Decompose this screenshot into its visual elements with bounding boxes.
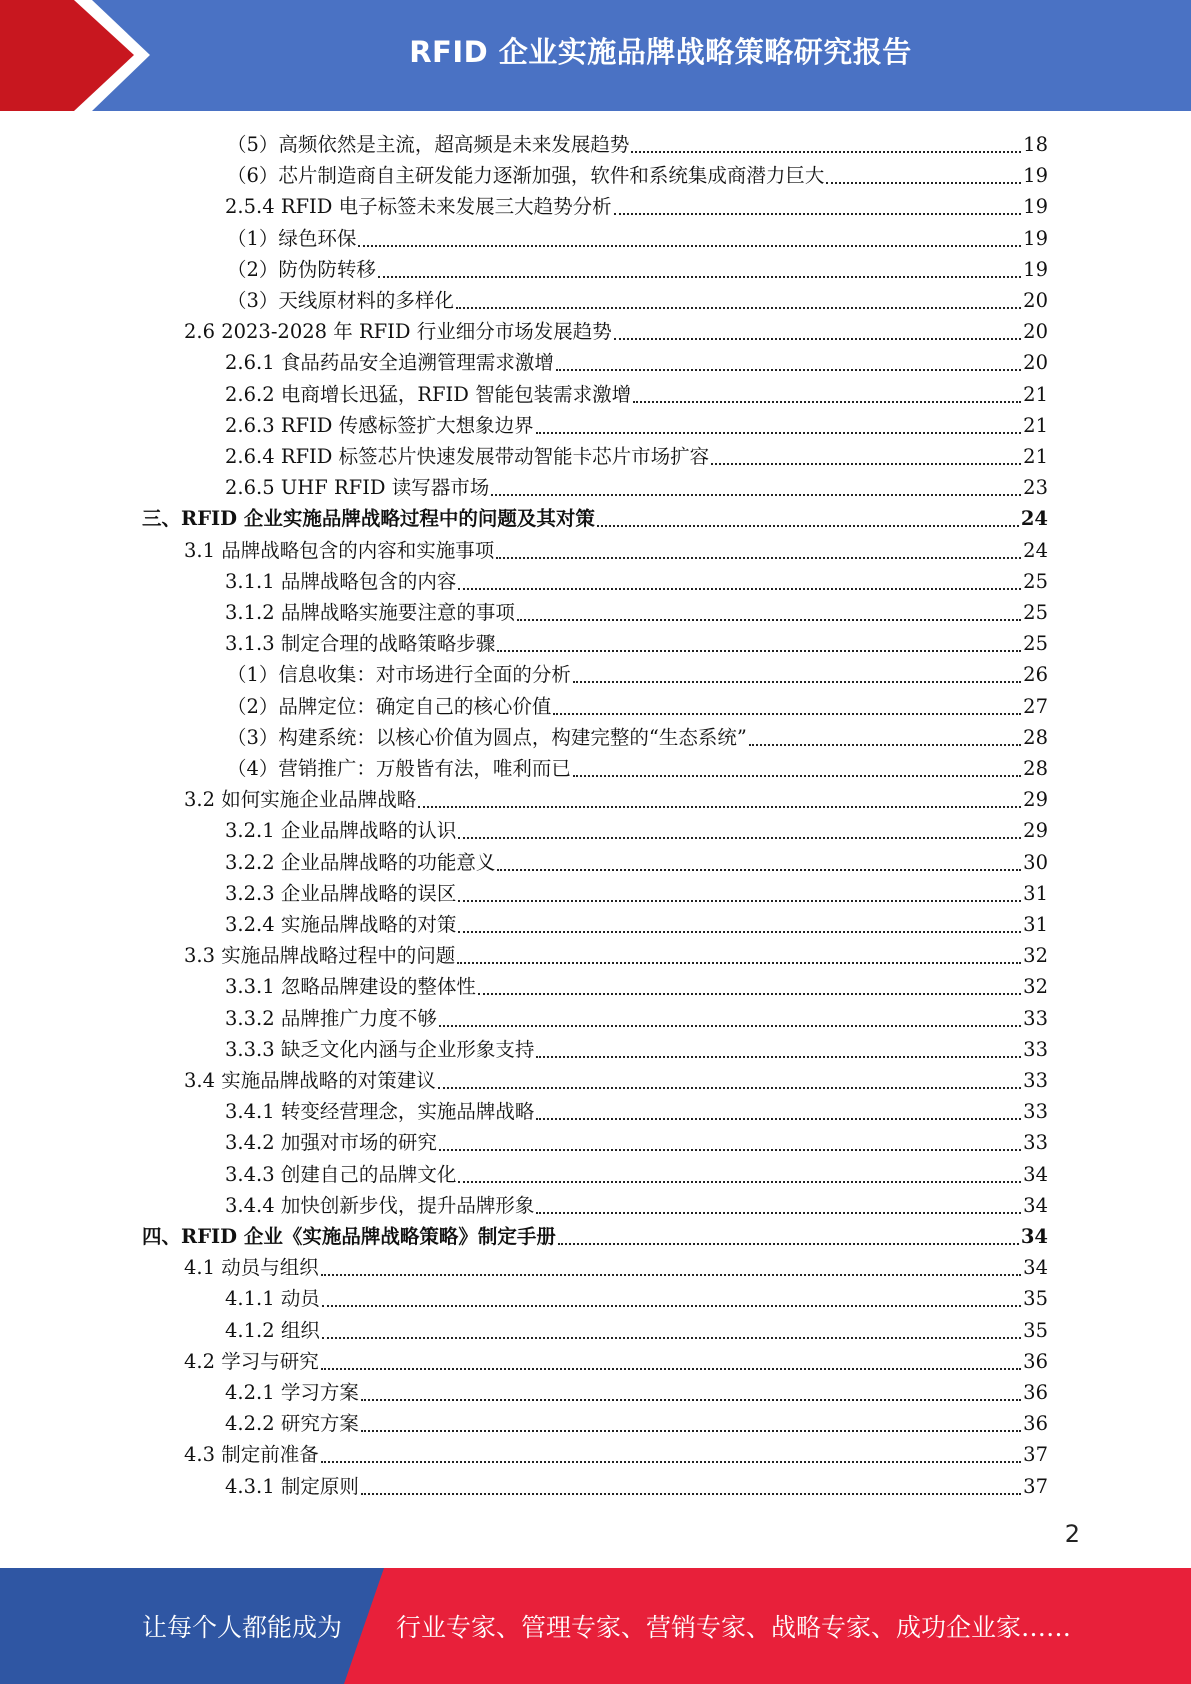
toc-dot-leader (597, 524, 1019, 527)
toc-dot-leader (361, 1398, 1021, 1401)
toc-dot-leader (573, 680, 1021, 683)
toc-entry-page: 36 (1023, 1412, 1048, 1436)
toc-entry[interactable] (225, 439, 1048, 470)
toc-dot-leader (478, 992, 1021, 995)
toc-entry[interactable] (225, 1125, 1048, 1156)
toc-entry[interactable] (225, 564, 1048, 595)
toc-dot-leader (439, 1148, 1021, 1151)
toc-entry-page: 21 (1023, 382, 1048, 406)
toc-entry-page: 31 (1023, 881, 1048, 905)
toc-entry-title: （5）高频依然是主流，超高频是未来发展趋势 (227, 133, 630, 156)
toc-entry[interactable] (225, 1188, 1048, 1219)
toc-entry-title: （3）天线原材料的多样化 (227, 289, 454, 312)
toc-dot-leader (321, 1460, 1021, 1463)
toc-entry-title: （1）绿色环保 (227, 226, 357, 250)
toc-entry[interactable] (227, 720, 1048, 751)
toc-entry-page: 23 (1023, 476, 1048, 500)
toc-entry-title: 4.1 动员与组织 (184, 1256, 319, 1280)
toc-entry[interactable] (227, 657, 1048, 688)
toc-entry[interactable] (227, 252, 1048, 283)
toc-dot-leader (458, 836, 1021, 839)
toc-entry-page: 27 (1023, 694, 1048, 718)
toc-entry-title: 3.4.2 加强对市场的研究 (225, 1131, 437, 1155)
toc-entry[interactable] (225, 408, 1048, 439)
toc-entry[interactable] (225, 845, 1048, 876)
toc-entry-title: 4.1.1 动员 (225, 1287, 320, 1311)
toc-dot-leader (573, 774, 1021, 777)
toc-dot-leader (458, 930, 1021, 933)
toc-entry-page: 33 (1023, 1069, 1048, 1092)
toc-entry[interactable] (227, 283, 1048, 314)
toc-entry[interactable] (225, 1469, 1048, 1500)
toc-entry-page: 33 (1023, 1131, 1048, 1155)
toc-entry-title: （2）品牌定位：确定自己的核心价值 (227, 694, 552, 718)
toc-entry[interactable] (225, 1157, 1048, 1188)
toc-entry[interactable] (184, 782, 1048, 813)
toc-dot-leader (633, 400, 1021, 403)
toc-entry[interactable] (184, 938, 1048, 969)
toc-entry-page: 33 (1023, 1006, 1048, 1030)
toc-entry-page: 29 (1023, 819, 1048, 843)
toc-dot-leader (458, 899, 1021, 902)
toc-entry[interactable] (142, 501, 1048, 532)
toc-entry[interactable] (184, 533, 1048, 564)
toc-dot-leader (536, 1211, 1021, 1214)
toc-entry-page: 34 (1023, 1162, 1048, 1186)
toc-dot-leader (361, 1492, 1021, 1495)
toc-entry-title: 4.2.1 学习方案 (225, 1381, 359, 1404)
toc-dot-leader (536, 1055, 1021, 1058)
toc-dot-leader (711, 462, 1021, 465)
toc-entry-title: 3.2.3 企业品牌战略的误区 (225, 881, 457, 905)
toc-entry-title: 4.2.2 研究方案 (225, 1412, 359, 1436)
toc-entry-page: 21 (1023, 413, 1048, 437)
toc-entry-page: 29 (1023, 788, 1048, 812)
toc-dot-leader (517, 618, 1021, 621)
toc-entry-title: 3.3.2 品牌推广力度不够 (225, 1006, 437, 1030)
toc-entry[interactable] (227, 221, 1048, 252)
toc-entry-page: 19 (1023, 257, 1048, 281)
toc-entry[interactable] (227, 127, 1048, 158)
toc-entry-title: 3.1.3 制定合理的战略策略步骤 (225, 632, 496, 656)
toc-entry-page: 36 (1023, 1381, 1048, 1404)
toc-entry-page: 36 (1023, 1349, 1048, 1373)
toc-entry-page: 28 (1023, 725, 1048, 749)
toc-entry-page: 33 (1023, 1100, 1048, 1124)
toc-entry-page: 19 (1023, 195, 1048, 219)
toc-dot-leader (497, 868, 1021, 871)
toc-entry-title: 3.2.2 企业品牌战略的功能意义 (225, 850, 496, 874)
toc-entry[interactable] (225, 595, 1048, 626)
toc-entry[interactable] (225, 1375, 1048, 1406)
toc-entry-title: 2.6.1 食品药品安全追溯管理需求激增 (225, 351, 554, 375)
toc-entry-title: （2）防伪防转移 (227, 257, 376, 281)
toc-dot-leader (458, 587, 1021, 590)
toc-entry-title: 4.3.1 制定原则 (225, 1474, 359, 1498)
toc-entry-page: 34 (1023, 1193, 1048, 1217)
toc-entry-title: 4.2 学习与研究 (184, 1349, 319, 1373)
toc-dot-leader (321, 1273, 1021, 1276)
toc-dot-leader (826, 181, 1021, 184)
footer-slogan-right: 行业专家、管理专家、营销专家、战略专家、成功企业家…… (396, 1613, 1072, 1642)
toc-entry[interactable] (227, 689, 1048, 720)
toc-entry-title: 3.1.1 品牌战略包含的内容 (225, 569, 457, 593)
toc-entry[interactable] (225, 876, 1048, 907)
toc-entry[interactable] (225, 1281, 1048, 1312)
toc-entry-page: 18 (1023, 133, 1048, 156)
toc-entry-title: 2.6.4 RFID 标签芯片快速发展带动智能卡芯片市场扩容 (225, 445, 710, 468)
toc-dot-leader (536, 431, 1022, 434)
toc-entry-title: 3.4.1 转变经营理念，实施品牌战略 (225, 1100, 535, 1124)
toc-entry-page: 20 (1023, 320, 1048, 344)
toc-entry-page: 37 (1023, 1474, 1048, 1498)
toc-entry[interactable] (225, 907, 1048, 938)
toc-entry-title: 2.6.3 RFID 传感标签扩大想象边界 (225, 413, 534, 437)
toc-entry-page: 31 (1023, 913, 1048, 936)
toc-entry-title: 3.2.1 企业品牌战略的认识 (225, 819, 457, 843)
toc-dot-leader (491, 493, 1021, 496)
toc-entry-title: 3.4 实施品牌战略的对策建议 (184, 1069, 436, 1092)
toc-entry-title: （6）芯片制造商自主研发能力逐渐加强，软件和系统集成商潜力巨大 (227, 164, 825, 188)
toc-dot-leader (556, 368, 1021, 371)
toc-entry-page: 34 (1023, 1256, 1048, 1280)
toc-entry-page: 25 (1023, 569, 1048, 593)
toc-entry-page: 30 (1023, 850, 1048, 874)
toc-entry-page: 25 (1023, 601, 1048, 624)
toc-entry-title: 3.2.4 实施品牌战略的对策 (225, 913, 457, 936)
toc-entry-title: （4）营销推广：万般皆有法，唯利而已 (227, 757, 571, 780)
toc-entry-title: 3.3 实施品牌战略过程中的问题 (184, 944, 456, 968)
toc-entry-page: 19 (1023, 226, 1048, 250)
toc-dot-leader (378, 275, 1021, 278)
toc-dot-leader (438, 1086, 1021, 1089)
header-title: RFID 企业实施品牌战略策略研究报告 (409, 34, 912, 69)
toc-entry-title: 3.1 品牌战略包含的内容和实施事项 (184, 538, 495, 562)
toc-entry[interactable] (225, 1094, 1048, 1125)
toc-entry-title: 2.6.5 UHF RFID 读写器市场 (225, 476, 490, 500)
toc-entry-title: （1）信息收集：对市场进行全面的分析 (227, 663, 571, 687)
toc-entry-page: 20 (1023, 351, 1048, 375)
toc-entry[interactable] (225, 470, 1048, 501)
toc-dot-leader (322, 1336, 1021, 1339)
toc-entry-title: 3.3.1 忽略品牌建设的整体性 (225, 975, 476, 999)
toc-dot-leader (456, 306, 1021, 309)
toc-dot-leader (497, 649, 1021, 652)
toc-entry[interactable] (184, 1250, 1048, 1281)
toc-entry-title: 四、RFID 企业《实施品牌战略策略》制定手册 (142, 1225, 556, 1248)
toc-entry-page: 25 (1023, 632, 1048, 656)
toc-dot-leader (361, 1429, 1021, 1432)
toc-entry-page: 24 (1023, 538, 1048, 562)
toc-dot-leader (553, 712, 1021, 715)
toc-entry[interactable] (225, 345, 1048, 376)
toc-dot-leader (322, 1304, 1021, 1307)
toc-entry[interactable] (225, 377, 1048, 408)
toc-dot-leader (749, 743, 1021, 746)
toc-entry-page: 19 (1023, 164, 1048, 188)
toc-dot-leader (536, 1117, 1021, 1120)
toc-dot-leader (496, 556, 1021, 559)
toc-entry-page: 37 (1023, 1443, 1048, 1467)
toc-entry-title: 3.1.2 品牌战略实施要注意的事项 (225, 601, 515, 624)
page-header (0, 0, 1191, 111)
toc-entry-page: 26 (1023, 663, 1048, 687)
toc-entry-page: 20 (1023, 289, 1048, 312)
toc-entry-page: 34 (1020, 1225, 1048, 1248)
toc-entry[interactable] (225, 1313, 1048, 1344)
toc-entry-title: 三、RFID 企业实施品牌战略过程中的问题及其对策 (142, 507, 595, 531)
toc-entry-title: 3.4.3 创建自己的品牌文化 (225, 1162, 457, 1186)
toc-entry-title: 3.4.4 加快创新步伐，提升品牌形象 (225, 1193, 535, 1217)
toc-dot-leader (439, 1024, 1021, 1027)
toc-entry-page: 35 (1023, 1287, 1048, 1311)
toc-entry[interactable] (225, 1406, 1048, 1437)
toc-entry[interactable] (184, 314, 1048, 345)
toc-entry-title: 3.3.3 缺乏文化内涵与企业形象支持 (225, 1037, 535, 1061)
toc-entry[interactable] (184, 1344, 1048, 1375)
toc-dot-leader (631, 150, 1021, 153)
toc-entry-page: 33 (1023, 1037, 1048, 1061)
toc-entry-title: 4.3 制定前准备 (184, 1443, 319, 1467)
toc-entry-page: 21 (1023, 445, 1048, 468)
toc-entry[interactable] (225, 1032, 1048, 1063)
toc-dot-leader (614, 337, 1021, 340)
toc-entry-page: 24 (1020, 507, 1048, 531)
page-number: 2 (1064, 1520, 1080, 1548)
toc-dot-leader (418, 805, 1021, 808)
toc-entry-title: 2.5.4 RFID 电子标签未来发展三大趋势分析 (225, 195, 612, 219)
toc-entry[interactable] (225, 813, 1048, 844)
toc-dot-leader (614, 212, 1022, 215)
toc-entry[interactable] (225, 189, 1048, 220)
footer-slogan-left: 让每个人都能成为 (142, 1613, 343, 1642)
toc-entry[interactable] (184, 1437, 1048, 1468)
toc-entry-title: 2.6.2 电商增长迅猛，RFID 智能包装需求激增 (225, 382, 632, 406)
toc-entry[interactable] (225, 969, 1048, 1000)
toc-dot-leader (558, 1242, 1019, 1245)
toc-entry[interactable] (225, 1001, 1048, 1032)
toc-entry[interactable] (184, 1063, 1048, 1094)
toc-entry[interactable] (227, 751, 1048, 782)
toc-entry[interactable] (225, 626, 1048, 657)
page-footer (0, 1568, 1191, 1684)
toc-entry-page: 32 (1023, 944, 1048, 968)
toc-entry-page: 28 (1023, 757, 1048, 780)
toc-entry-page: 35 (1023, 1318, 1048, 1342)
toc-dot-leader (457, 961, 1021, 964)
toc-entry[interactable] (142, 1219, 1048, 1250)
toc-entry-title: 2.6 2023-2028 年 RFID 行业细分市场发展趋势 (184, 320, 612, 344)
toc-dot-leader (321, 1367, 1021, 1370)
toc-entry-title: 3.2 如何实施企业品牌战略 (184, 788, 417, 812)
toc-entry-title: （3）构建系统：以核心价值为圆点，构建完整的“生态系统” (227, 725, 747, 749)
toc-entry-title: 4.1.2 组织 (225, 1318, 320, 1342)
toc-dot-leader (358, 244, 1021, 247)
toc-entry[interactable] (227, 158, 1048, 189)
toc-dot-leader (458, 1180, 1021, 1183)
toc-entry-page: 32 (1023, 975, 1048, 999)
